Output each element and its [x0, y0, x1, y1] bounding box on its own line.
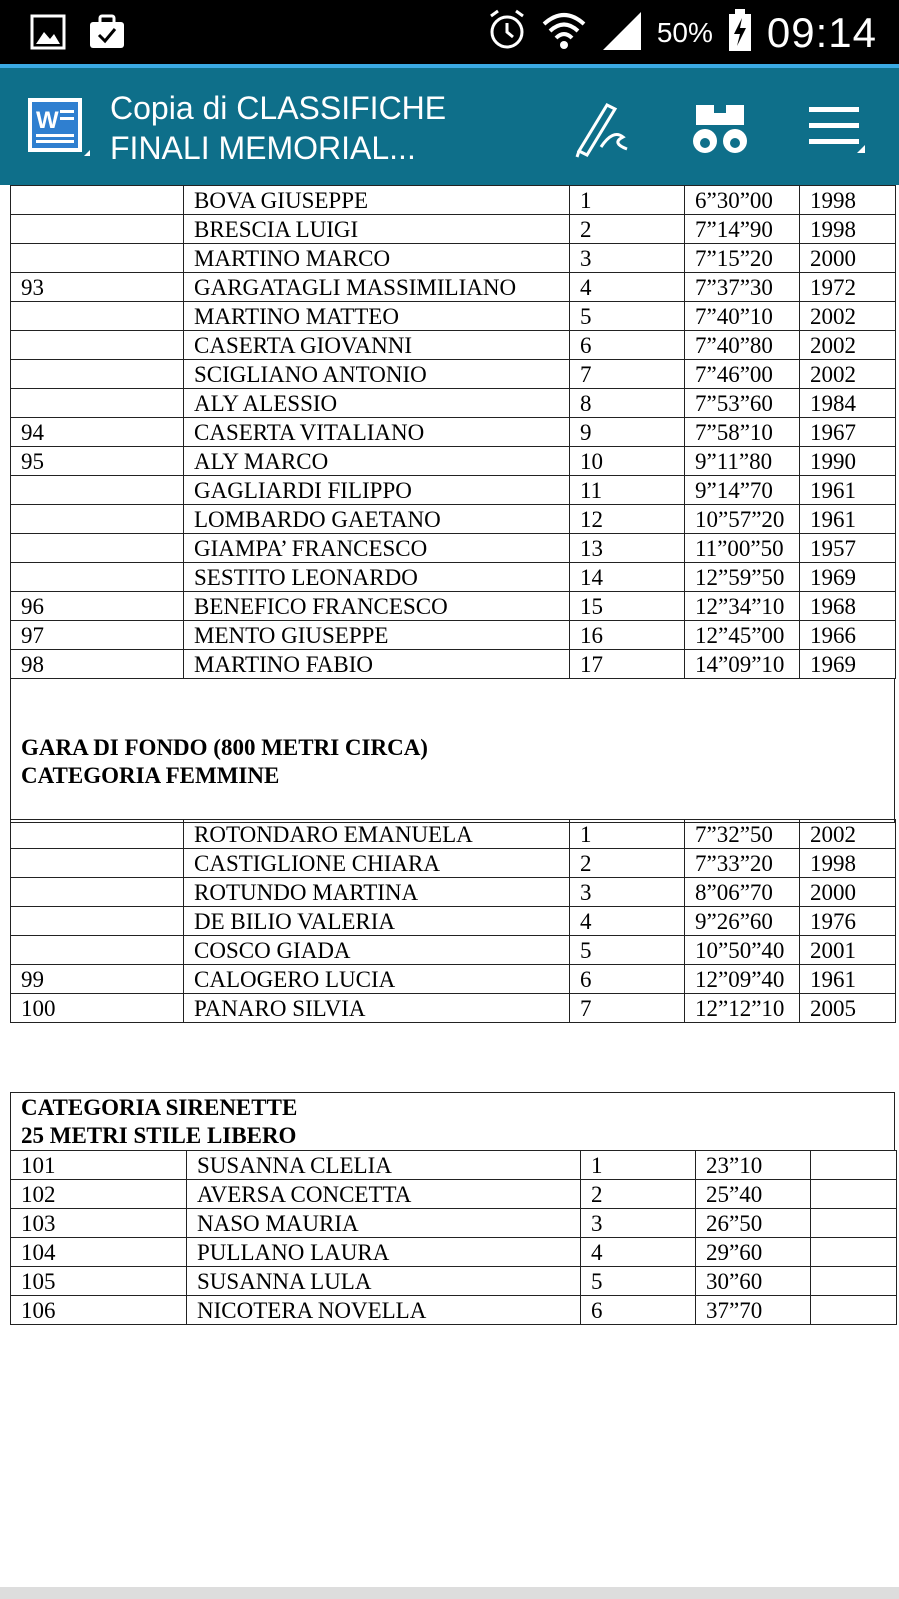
- bib-cell: 95: [11, 447, 184, 476]
- section-subtitle: 25 METRI STILE LIBERO: [21, 1123, 297, 1148]
- position-cell: 1: [570, 820, 685, 849]
- wifi-icon: [541, 8, 587, 57]
- position-cell: 5: [570, 936, 685, 965]
- position-cell: 2: [581, 1180, 696, 1209]
- table-row: [11, 389, 896, 418]
- athlete-name-cell: NASO MAURIA: [187, 1209, 581, 1238]
- results-table-femmine: [10, 819, 896, 1023]
- status-bar: [0, 0, 899, 64]
- time-cell: 7”15”20: [685, 244, 800, 273]
- athlete-name-cell: GAGLIARDI FILIPPO: [184, 476, 570, 505]
- position-cell: 13: [570, 534, 685, 563]
- document-view[interactable]: [0, 185, 899, 1579]
- bib-cell: [11, 244, 184, 273]
- table-row: [11, 331, 896, 360]
- athlete-name-cell: SCIGLIANO ANTONIO: [184, 360, 570, 389]
- time-cell: 9”26”60: [685, 907, 800, 936]
- table-row: [11, 592, 896, 621]
- table-row: [11, 849, 896, 878]
- table-row: [11, 244, 896, 273]
- bib-cell: [11, 186, 184, 215]
- table-row: [11, 994, 896, 1023]
- position-cell: 1: [570, 186, 685, 215]
- athlete-name-cell: CASERTA GIOVANNI: [184, 331, 570, 360]
- bib-cell: [11, 505, 184, 534]
- position-cell: 14: [570, 563, 685, 592]
- edit-pen-icon[interactable]: [566, 94, 636, 164]
- section-title: GARA DI FONDO (800 METRI CIRCA): [21, 735, 428, 760]
- position-cell: 3: [570, 244, 685, 273]
- table-row: [11, 936, 896, 965]
- position-cell: 3: [581, 1209, 696, 1238]
- results-table-1: [10, 185, 896, 679]
- table-row: [11, 1151, 897, 1180]
- time-cell: 9”14”70: [685, 476, 800, 505]
- birth-year-cell: [811, 1180, 897, 1209]
- position-cell: 11: [570, 476, 685, 505]
- table-row: [11, 302, 896, 331]
- birth-year-cell: 1998: [800, 215, 896, 244]
- position-cell: 15: [570, 592, 685, 621]
- table-row: [11, 186, 896, 215]
- bib-cell: [11, 907, 184, 936]
- time-cell: 26”50: [696, 1209, 811, 1238]
- athlete-name-cell: AVERSA CONCETTA: [187, 1180, 581, 1209]
- alarm-icon: [487, 8, 527, 57]
- birth-year-cell: 2001: [800, 936, 896, 965]
- table-row: [11, 1180, 897, 1209]
- athlete-name-cell: CALOGERO LUCIA: [184, 965, 570, 994]
- time-cell: 11”00”50: [685, 534, 800, 563]
- time-cell: 29”60: [696, 1238, 811, 1267]
- position-cell: 6: [570, 331, 685, 360]
- position-cell: 8: [570, 389, 685, 418]
- bottom-scroll-strip: [0, 1587, 899, 1599]
- word-doc-icon[interactable]: [26, 94, 90, 158]
- athlete-name-cell: SUSANNA CLELIA: [187, 1151, 581, 1180]
- table-row: [11, 1238, 897, 1267]
- birth-year-cell: [811, 1267, 897, 1296]
- birth-year-cell: [811, 1209, 897, 1238]
- position-cell: 12: [570, 505, 685, 534]
- time-cell: 6”30”00: [685, 186, 800, 215]
- position-cell: 16: [570, 621, 685, 650]
- section-header-sirenette: [10, 1092, 895, 1150]
- athlete-name-cell: SUSANNA LULA: [187, 1267, 581, 1296]
- time-cell: 7”58”10: [685, 418, 800, 447]
- time-cell: 9”11”80: [685, 447, 800, 476]
- position-cell: 1: [581, 1151, 696, 1180]
- athlete-name-cell: GARGATAGLI MASSIMILIANO: [184, 273, 570, 302]
- svg-text:W: W: [36, 107, 59, 134]
- results-table-1-body: [11, 186, 896, 679]
- table-row: [11, 447, 896, 476]
- position-cell: 4: [581, 1238, 696, 1267]
- birth-year-cell: 1990: [800, 447, 896, 476]
- athlete-name-cell: BOVA GIUSEPPE: [184, 186, 570, 215]
- birth-year-cell: 1957: [800, 534, 896, 563]
- results-table-sirenette-body: [11, 1151, 897, 1325]
- birth-year-cell: 1961: [800, 505, 896, 534]
- time-cell: 25”40: [696, 1180, 811, 1209]
- position-cell: 2: [570, 849, 685, 878]
- table-row: [11, 621, 896, 650]
- athlete-name-cell: BRESCIA LUIGI: [184, 215, 570, 244]
- results-table-sirenette: [10, 1150, 897, 1325]
- position-cell: 5: [581, 1267, 696, 1296]
- athlete-name-cell: ALY ALESSIO: [184, 389, 570, 418]
- position-cell: 17: [570, 650, 685, 679]
- athlete-name-cell: MENTO GIUSEPPE: [184, 621, 570, 650]
- time-cell: 7”46”00: [685, 360, 800, 389]
- position-cell: 7: [570, 994, 685, 1023]
- bib-cell: 93: [11, 273, 184, 302]
- athlete-name-cell: DE BILIO VALERIA: [184, 907, 570, 936]
- app-bar: [0, 64, 899, 185]
- birth-year-cell: 2005: [800, 994, 896, 1023]
- athlete-name-cell: MARTINO MATTEO: [184, 302, 570, 331]
- time-cell: 7”37”30: [685, 273, 800, 302]
- position-cell: 4: [570, 273, 685, 302]
- athlete-name-cell: CASERTA VITALIANO: [184, 418, 570, 447]
- document-title: [110, 88, 540, 168]
- bib-cell: [11, 878, 184, 907]
- birth-year-cell: 2002: [800, 360, 896, 389]
- birth-year-cell: 1969: [800, 563, 896, 592]
- birth-year-cell: 1967: [800, 418, 896, 447]
- table-row: [11, 360, 896, 389]
- athlete-name-cell: ROTUNDO MARTINA: [184, 878, 570, 907]
- section-title: CATEGORIA SIRENETTE: [21, 1095, 298, 1120]
- battery-charging-icon: [727, 8, 753, 57]
- position-cell: 2: [570, 215, 685, 244]
- bib-cell: [11, 936, 184, 965]
- signal-icon: [601, 8, 643, 57]
- time-cell: 12”45”00: [685, 621, 800, 650]
- bib-cell: 97: [11, 621, 184, 650]
- athlete-name-cell: BENEFICO FRANCESCO: [184, 592, 570, 621]
- birth-year-cell: 1984: [800, 389, 896, 418]
- birth-year-cell: 2002: [800, 331, 896, 360]
- birth-year-cell: 2002: [800, 302, 896, 331]
- athlete-name-cell: MARTINO FABIO: [184, 650, 570, 679]
- time-cell: 7”32”50: [685, 820, 800, 849]
- position-cell: 3: [570, 878, 685, 907]
- table-row: [11, 965, 896, 994]
- time-cell: 12”12”10: [685, 994, 800, 1023]
- bib-cell: 96: [11, 592, 184, 621]
- position-cell: 6: [570, 965, 685, 994]
- bib-cell: 94: [11, 418, 184, 447]
- section-subtitle: CATEGORIA FEMMINE: [21, 763, 280, 788]
- birth-year-cell: 1966: [800, 621, 896, 650]
- bib-cell: 99: [11, 965, 184, 994]
- position-cell: 4: [570, 907, 685, 936]
- clock: 09:14: [766, 8, 877, 56]
- time-cell: 12”34”10: [685, 592, 800, 621]
- bib-cell: [11, 302, 184, 331]
- athlete-name-cell: LOMBARDO GAETANO: [184, 505, 570, 534]
- table-row: [11, 1296, 897, 1325]
- bib-cell: [11, 820, 184, 849]
- bib-cell: 106: [11, 1296, 187, 1325]
- table-row: [11, 1209, 897, 1238]
- bib-cell: [11, 331, 184, 360]
- table-row: [11, 907, 896, 936]
- time-cell: 7”40”80: [685, 331, 800, 360]
- athlete-name-cell: GIAMPA’ FRANCESCO: [184, 534, 570, 563]
- bib-cell: [11, 849, 184, 878]
- bib-cell: 103: [11, 1209, 187, 1238]
- table-row: [11, 418, 896, 447]
- title-line-1: Copia di CLASSIFICHE: [110, 90, 447, 126]
- table-row: [11, 534, 896, 563]
- birth-year-cell: [811, 1238, 897, 1267]
- athlete-name-cell: MARTINO MARCO: [184, 244, 570, 273]
- table-row: [11, 476, 896, 505]
- time-cell: 7”14”90: [685, 215, 800, 244]
- birth-year-cell: [811, 1151, 897, 1180]
- birth-year-cell: 2000: [800, 244, 896, 273]
- birth-year-cell: 1969: [800, 650, 896, 679]
- bib-cell: 105: [11, 1267, 187, 1296]
- birth-year-cell: [811, 1296, 897, 1325]
- table-row: [11, 820, 896, 849]
- bib-cell: 104: [11, 1238, 187, 1267]
- athlete-name-cell: SESTITO LEONARDO: [184, 563, 570, 592]
- birth-year-cell: 1972: [800, 273, 896, 302]
- athlete-name-cell: COSCO GIADA: [184, 936, 570, 965]
- athlete-name-cell: NICOTERA NOVELLA: [187, 1296, 581, 1325]
- birth-year-cell: 1998: [800, 849, 896, 878]
- position-cell: 5: [570, 302, 685, 331]
- table-row: [11, 650, 896, 679]
- work-bag-icon: [88, 14, 126, 55]
- table-row: [11, 273, 896, 302]
- bib-cell: [11, 534, 184, 563]
- table-row: [11, 215, 896, 244]
- section-header-femmine: [10, 678, 895, 823]
- time-cell: 7”33”20: [685, 849, 800, 878]
- position-cell: 9: [570, 418, 685, 447]
- results-table-femmine-body: [11, 820, 896, 1023]
- athlete-name-cell: CASTIGLIONE CHIARA: [184, 849, 570, 878]
- bib-cell: [11, 389, 184, 418]
- position-cell: 7: [570, 360, 685, 389]
- bib-cell: 101: [11, 1151, 187, 1180]
- position-cell: 10: [570, 447, 685, 476]
- time-cell: 12”09”40: [685, 965, 800, 994]
- time-cell: 12”59”50: [685, 563, 800, 592]
- table-row: [11, 1267, 897, 1296]
- menu-icon[interactable]: [800, 94, 870, 164]
- birth-year-cell: 2002: [800, 820, 896, 849]
- bib-cell: 100: [11, 994, 184, 1023]
- bib-cell: [11, 563, 184, 592]
- birth-year-cell: 1998: [800, 186, 896, 215]
- time-cell: 7”40”10: [685, 302, 800, 331]
- table-row: [11, 505, 896, 534]
- athlete-name-cell: PULLANO LAURA: [187, 1238, 581, 1267]
- title-line-2: FINALI MEMORIAL...: [110, 130, 416, 166]
- time-cell: 10”57”20: [685, 505, 800, 534]
- gallery-icon: [30, 14, 66, 55]
- battery-percent: 50%: [656, 16, 713, 48]
- table-row: [11, 878, 896, 907]
- birth-year-cell: 2000: [800, 878, 896, 907]
- birth-year-cell: 1968: [800, 592, 896, 621]
- athlete-name-cell: PANARO SILVIA: [184, 994, 570, 1023]
- athlete-name-cell: ROTONDARO EMANUELA: [184, 820, 570, 849]
- bib-cell: [11, 360, 184, 389]
- birth-year-cell: 1976: [800, 907, 896, 936]
- bib-cell: 102: [11, 1180, 187, 1209]
- athlete-name-cell: ALY MARCO: [184, 447, 570, 476]
- time-cell: 7”53”60: [685, 389, 800, 418]
- table-row: [11, 563, 896, 592]
- time-cell: 37”70: [696, 1296, 811, 1325]
- birth-year-cell: 1961: [800, 476, 896, 505]
- time-cell: 10”50”40: [685, 936, 800, 965]
- bib-cell: [11, 215, 184, 244]
- time-cell: 23”10: [696, 1151, 811, 1180]
- time-cell: 30”60: [696, 1267, 811, 1296]
- bib-cell: 98: [11, 650, 184, 679]
- bib-cell: [11, 476, 184, 505]
- binoculars-search-icon[interactable]: [685, 94, 755, 164]
- time-cell: 14”09”10: [685, 650, 800, 679]
- time-cell: 8”06”70: [685, 878, 800, 907]
- position-cell: 6: [581, 1296, 696, 1325]
- birth-year-cell: 1961: [800, 965, 896, 994]
